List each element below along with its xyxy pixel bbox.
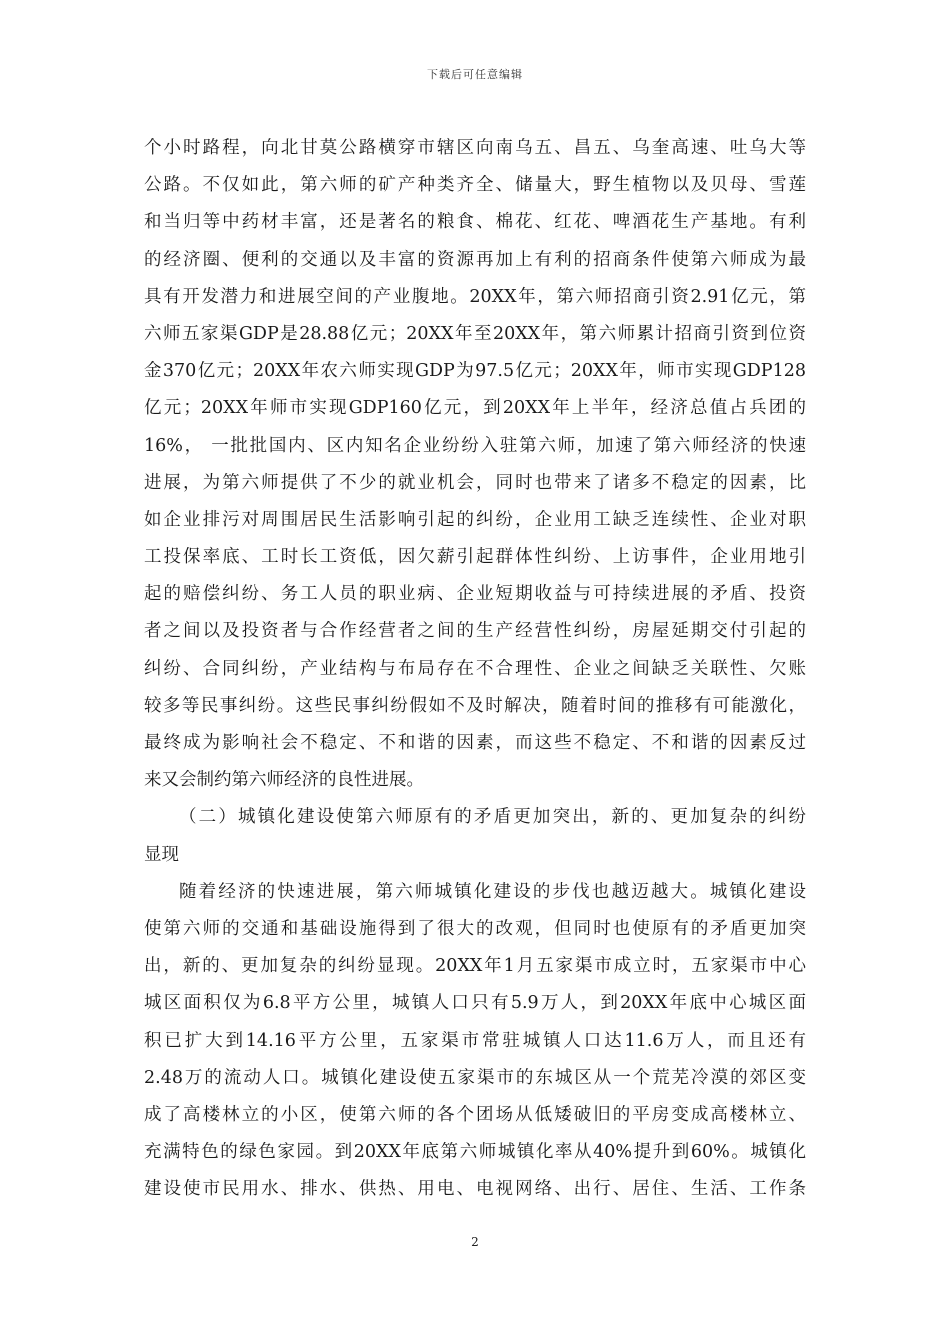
text-line: 出，新的、更加复杂的纠纷显现。20XX年1月五家渠市成立时，五家渠市中心	[144, 956, 806, 977]
text-line: 的经济圈、便利的交通以及丰富的资源再加上有利的招商条件使第六师成为最	[144, 249, 806, 270]
text-line: 金370亿元；20XX年农六师实现GDP为97.5亿元；20XX年，师市实现GDP128	[144, 361, 806, 382]
text-line: 城区面积仅为6.8平方公里，城镇人口只有5.9万人，到20XX年底中心城区面	[144, 993, 806, 1014]
text-line: 充满特色的绿色家园。到20XX年底第六师城镇化率从40%提升到60%。城镇化	[144, 1142, 806, 1163]
document-body	[144, 130, 806, 1208]
text-line: 积已扩大到14.16平方公里，五家渠市常驻城镇人口达11.6万人，而且还有	[144, 1030, 806, 1051]
text-line: 和当归等中药材丰富，还是著名的粮食、棉花、红花、啤酒花生产基地。有利	[144, 212, 806, 233]
text-line: 较多等民事纠纷。这些民事纠纷假如不及时解决，随着时间的推移有可能激化，	[144, 695, 806, 716]
page-number: 2	[471, 1235, 479, 1249]
section-heading-line: （二）城镇化建设使第六师原有的矛盾更加突出，新的、更加复杂的纠纷	[179, 807, 806, 828]
text-line: 工投保率底、工时长工资低，因欠薪引起群体性纠纷、上访事件，企业用地引	[144, 547, 806, 568]
section-heading-line: 显现	[144, 844, 179, 865]
text-line: 随着经济的快速进展，第六师城镇化建设的步伐也越迈越大。城镇化建设	[179, 881, 806, 902]
text-line: 具有开发潜力和进展空间的产业腹地。20XX年，第六师招商引资2.91亿元，第	[144, 286, 806, 307]
text-line: 公路。不仅如此，第六师的矿产种类齐全、储量大，野生植物以及贝母、雪莲	[144, 175, 806, 196]
page-header: 下载后可任意编辑	[427, 68, 523, 81]
text-line: 使第六师的交通和基础设施得到了很大的改观，但同时也使原有的矛盾更加突	[144, 918, 806, 939]
text-line: 最终成为影响社会不稳定、不和谐的因素，而这些不稳定、不和谐的因素反过	[144, 733, 806, 753]
text-line: 进展，为第六师提供了不少的就业机会，同时也带来了诸多不稳定的因素，比	[144, 472, 806, 493]
text-line: 个小时路程，向北甘莫公路横穿市辖区向南乌五、昌五、乌奎高速、吐乌大等	[144, 138, 806, 158]
text-line: 16%， 一批批国内、区内知名企业纷纷入驻第六师，加速了第六师经济的快速	[144, 435, 806, 456]
text-line: 亿元；20XX年师市实现GDP160亿元，到20XX年上半年，经济总值占兵团的	[144, 398, 806, 419]
text-line: 成了高楼林立的小区，使第六师的各个团场从低矮破旧的平房变成高楼林立、	[144, 1104, 806, 1125]
text-line: 者之间以及投资者与合作经营者之间的生产经营性纠纷，房屋延期交付引起的	[144, 621, 806, 642]
text-line: 2.48万的流动人口。城镇化建设使五家渠市的东城区从一个荒芜冷漠的郊区变	[144, 1067, 806, 1088]
text-line: 来又会制约第六师经济的良性进展。	[144, 770, 424, 791]
text-line: 纠纷、合同纠纷，产业结构与布局存在不合理性、企业之间缺乏关联性、欠账	[144, 658, 806, 679]
text-line: 起的赔偿纠纷、务工人员的职业病、企业短期收益与可持续进展的矛盾、投资	[144, 584, 806, 605]
text-line: 六师五家渠GDP是28.88亿元；20XX年至20XX年，第六师累计招商引资到位资	[144, 323, 806, 344]
text-line: 如企业排污对周围居民生活影响引起的纠纷，企业用工缺乏连续性、企业对职	[144, 509, 806, 530]
text-line: 建设使市民用水、排水、供热、用电、电视网络、出行、居住、生活、工作条	[144, 1179, 806, 1200]
